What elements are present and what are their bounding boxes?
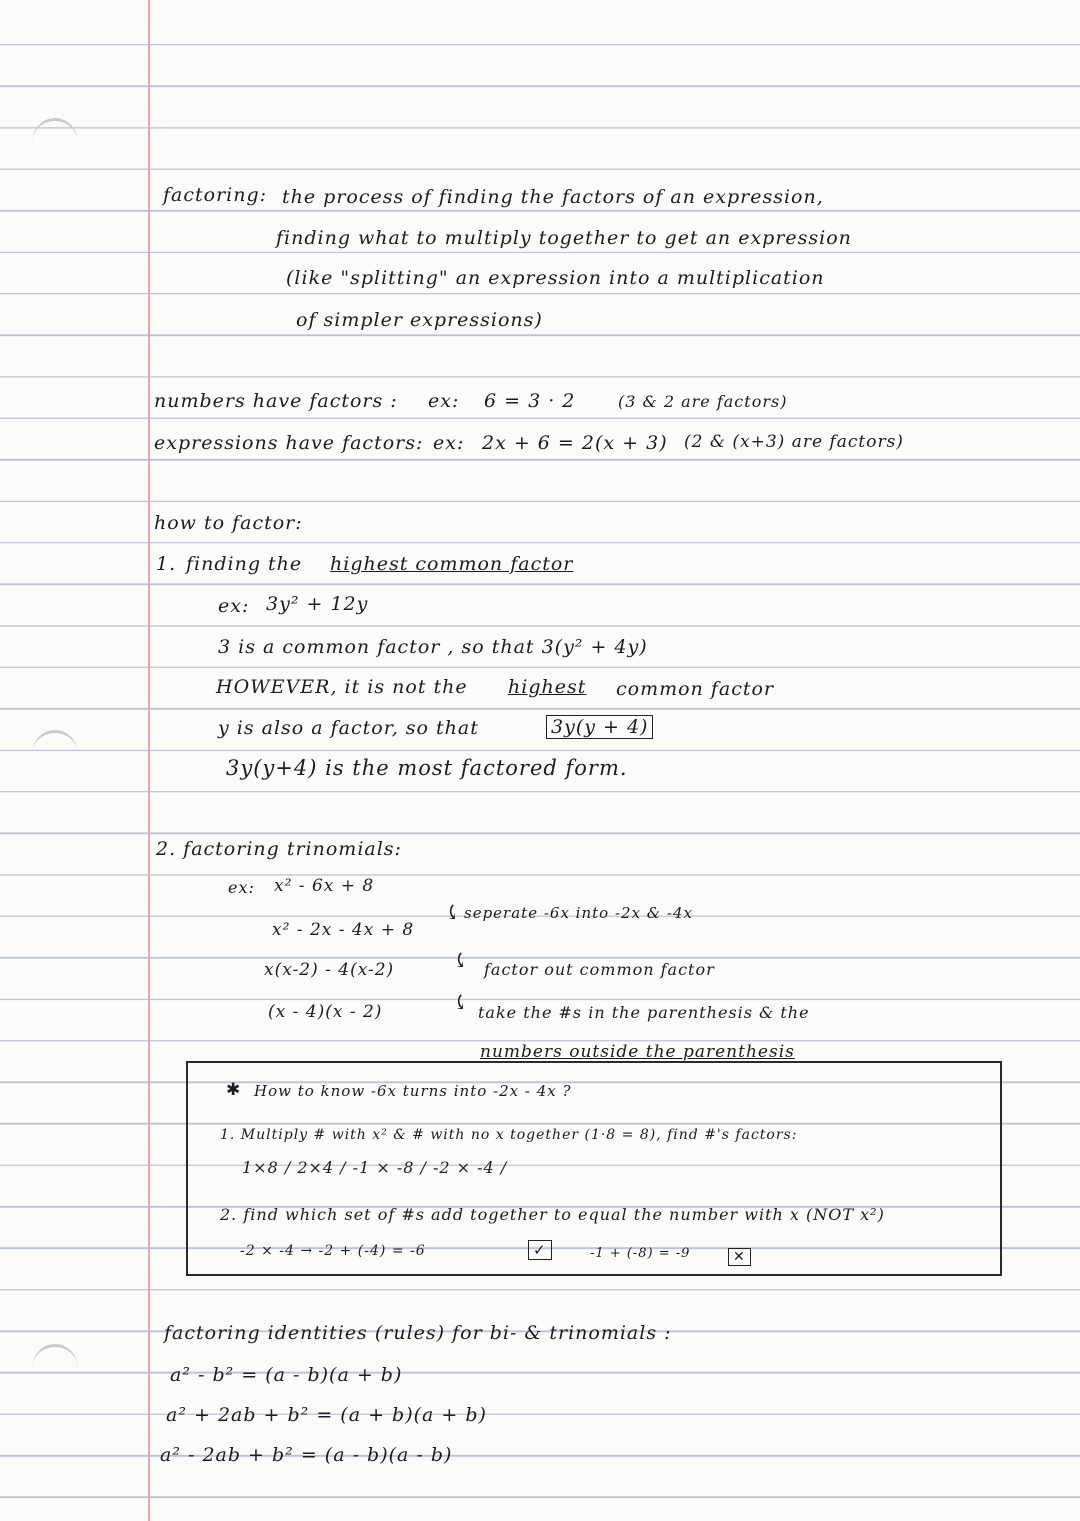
binder-hole-top bbox=[32, 118, 78, 167]
step1-line-4: 3y(y+4) is the most factored form. bbox=[226, 756, 628, 780]
step1-ex-expr: 3y² + 12y bbox=[266, 593, 369, 615]
step1-number: 1. bbox=[156, 553, 177, 575]
tip-factors: 1×8 / 2×4 / -1 × -8 / -2 × -4 / bbox=[242, 1158, 508, 1177]
step1-title-b: highest common factor bbox=[330, 553, 574, 575]
tip-question: How to know -6x turns into -2x - 4x ? bbox=[254, 1082, 572, 1100]
expressions-ex: ex: bbox=[433, 432, 465, 454]
star-icon: ✱ bbox=[226, 1080, 242, 1100]
check-icon: ✓ bbox=[528, 1240, 552, 1260]
definition-line-2: finding what to multiply together to get an expression bbox=[276, 227, 852, 249]
definition-line-3: (like "splitting" an expression into a multiplication bbox=[286, 267, 825, 289]
step2-note-2: factor out common factor bbox=[484, 960, 715, 979]
step2-note-3a: take the #s in the parenthesis & the bbox=[478, 1003, 810, 1022]
tip-example-a: -2 × -4 → -2 + (-4) = -6 bbox=[240, 1243, 426, 1259]
definition-line-1: the process of finding the factors of an expression, bbox=[282, 186, 824, 208]
step2-expr-4: (x - 4)(x - 2) bbox=[268, 1002, 383, 1022]
tip-example-b: -1 + (-8) = -9 bbox=[590, 1246, 691, 1261]
step2-note-3b: numbers outside the parenthesis bbox=[480, 1042, 795, 1062]
numbers-label: numbers have factors : bbox=[154, 390, 398, 412]
definition-line-4: of simpler expressions) bbox=[296, 309, 543, 331]
identity-1: a² - b² = (a - b)(a + b) bbox=[170, 1364, 403, 1386]
step2-title: 2. factoring trinomials: bbox=[156, 838, 402, 860]
definition-term: factoring: bbox=[163, 184, 268, 206]
step1-line-2c: common factor bbox=[616, 678, 774, 700]
step1-answer-box: 3y(y + 4) bbox=[546, 715, 653, 739]
step1-line-3a: y is also a factor, so that bbox=[218, 717, 479, 739]
expressions-note: (2 & (x+3) are factors) bbox=[684, 432, 904, 452]
step1-line-2a: HOWEVER, it is not the bbox=[216, 676, 468, 698]
identities-title: factoring identities (rules) for bi- & trinomials : bbox=[164, 1322, 672, 1344]
step2-expr-1: x² - 6x + 8 bbox=[274, 876, 375, 896]
cross-icon: ✕ bbox=[728, 1248, 751, 1266]
step2-ex: ex: bbox=[228, 878, 255, 897]
numbers-ex: ex: bbox=[428, 390, 460, 412]
margin-line bbox=[148, 0, 150, 1521]
curve-arrow-icon: ⤹ bbox=[444, 900, 461, 924]
tip-rule-2: 2. find which set of #s add together to equal the number with x (NOT x²) bbox=[220, 1205, 885, 1224]
numbers-expr: 6 = 3 · 2 bbox=[484, 390, 576, 412]
identity-3: a² - 2ab + b² = (a - b)(a - b) bbox=[160, 1444, 453, 1466]
curve-arrow-icon: ⤹ bbox=[452, 948, 469, 972]
expressions-expr: 2x + 6 = 2(x + 3) bbox=[482, 432, 668, 454]
step1-ex: ex: bbox=[218, 595, 250, 617]
step1-line-2b: highest bbox=[508, 676, 587, 698]
step2-note-1: seperate -6x into -2x & -4x bbox=[464, 904, 693, 922]
step1-line-1: 3 is a common factor , so that 3(y² + 4y) bbox=[218, 636, 648, 658]
numbers-note: (3 & 2 are factors) bbox=[618, 392, 788, 411]
curve-arrow-icon: ⤹ bbox=[452, 990, 469, 1014]
tip-rule-1: 1. Multiply # with x² & # with no x together (1·8 = 8), find #'s factors: bbox=[220, 1127, 798, 1143]
binder-hole-bottom bbox=[32, 1344, 78, 1393]
expressions-label: expressions have factors: bbox=[154, 432, 424, 454]
step2-expr-3: x(x-2) - 4(x-2) bbox=[264, 960, 395, 980]
step1-title-a: finding the bbox=[186, 553, 303, 575]
how-to-heading: how to factor: bbox=[154, 512, 303, 534]
identity-2: a² + 2ab + b² = (a + b)(a + b) bbox=[166, 1404, 487, 1426]
binder-hole-middle bbox=[32, 730, 78, 779]
step2-expr-2: x² - 2x - 4x + 8 bbox=[272, 920, 415, 940]
